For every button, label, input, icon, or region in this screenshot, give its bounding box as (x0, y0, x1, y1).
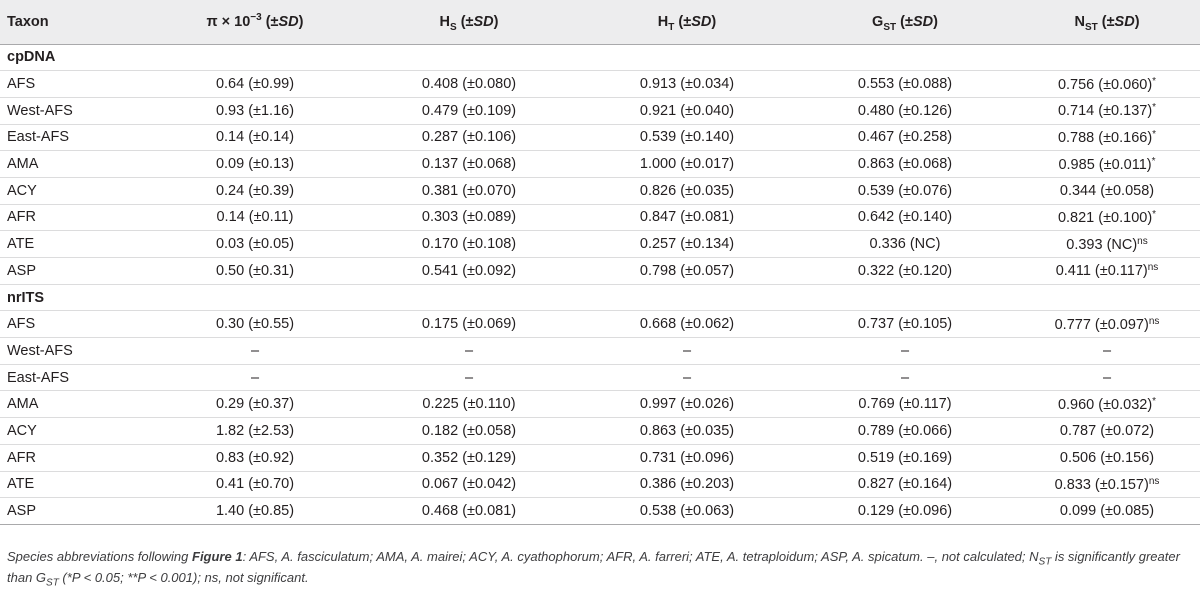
cell-pi: – (150, 364, 360, 391)
nst-value: 0.756 (±0.060) (1057, 76, 1153, 93)
cell-ht: 0.668 (±0.062) (578, 311, 796, 338)
cell-pi: 0.03 (±0.05) (150, 231, 360, 258)
cell-gst: 0.769 (±0.117) (796, 391, 1014, 418)
significance-marker: ns (1148, 315, 1160, 327)
footnote-text: (*P < 0.05; **P < 0.001); ns, not significant. (58, 570, 309, 585)
cell-hs: 0.182 (±0.058) (360, 418, 578, 445)
footnote-text: is significantly greater than G (7, 549, 1180, 585)
cell-nst (1014, 258, 1200, 285)
header-gst: $G_{ST}$ (±SD) (796, 0, 1014, 44)
cell-nst (1014, 364, 1200, 391)
cell-nst (1014, 231, 1200, 258)
cell-nst (1014, 177, 1200, 204)
cell-gst: 0.519 (±0.169) (796, 444, 1014, 471)
significance-marker: * (1152, 128, 1157, 140)
table-row (0, 177, 1200, 204)
table-body (0, 44, 1200, 524)
cell-gst: 0.553 (±0.088) (796, 71, 1014, 98)
cell-ht: 0.539 (±0.140) (578, 124, 796, 151)
cell-taxon: AFS (0, 71, 150, 98)
nst-value: 0.506 (±0.156) (1059, 449, 1155, 466)
cell-hs: – (360, 364, 578, 391)
table-row (0, 471, 1200, 498)
table-row (0, 231, 1200, 258)
table-row (0, 444, 1200, 471)
cell-gst: 0.480 (±0.126) (796, 97, 1014, 124)
table-row (0, 97, 1200, 124)
significance-marker: ns (1148, 475, 1160, 487)
cell-hs: 0.468 (±0.081) (360, 498, 578, 525)
figure-reference-link[interactable]: Figure 1 (192, 549, 243, 564)
significance-marker: * (1152, 102, 1157, 114)
header-ht: $H_T$ (±SD) (578, 0, 796, 44)
cell-taxon: ASP (0, 498, 150, 525)
cell-nst (1014, 418, 1200, 445)
section-header-row (0, 284, 1200, 311)
cell-ht: 0.921 (±0.040) (578, 97, 796, 124)
cell-pi: 0.14 (±0.14) (150, 124, 360, 151)
cell-nst (1014, 338, 1200, 365)
cell-pi: 1.82 (±2.53) (150, 418, 360, 445)
cell-hs: 0.352 (±0.129) (360, 444, 578, 471)
cell-hs: 0.303 (±0.089) (360, 204, 578, 231)
cell-hs: 0.067 (±0.042) (360, 471, 578, 498)
nst-value: 0.821 (±0.100) (1057, 209, 1153, 226)
nst-value: 0.393 (NC) (1066, 236, 1138, 253)
cell-nst (1014, 124, 1200, 151)
footnote-text: : AFS, A. fasciculatum; AMA, A. mairei; ACY, A. cyathophorum; AFR, A. farreri; ATE, A. tetraploidum; ASP, A. spicatum. –, not calculated; N (242, 549, 1039, 564)
footnote-text: Species abbreviations following (7, 549, 192, 564)
cell-gst: 0.827 (±0.164) (796, 471, 1014, 498)
significance-marker: * (1152, 395, 1157, 407)
cell-ht: 0.798 (±0.057) (578, 258, 796, 285)
section-title: nrITS (0, 284, 1200, 311)
cell-gst: – (796, 338, 1014, 365)
section-title: cpDNA (0, 44, 1200, 71)
cell-pi: 0.83 (±0.92) (150, 444, 360, 471)
cell-nst (1014, 311, 1200, 338)
cell-ht: 0.731 (±0.096) (578, 444, 796, 471)
cell-nst (1014, 391, 1200, 418)
cell-gst: 0.642 (±0.140) (796, 204, 1014, 231)
cell-taxon: ATE (0, 471, 150, 498)
cell-taxon: ASP (0, 258, 150, 285)
cell-pi: 0.14 (±0.11) (150, 204, 360, 231)
cell-pi: 0.50 (±0.31) (150, 258, 360, 285)
nst-value: 0.788 (±0.166) (1057, 129, 1153, 146)
cell-hs: 0.541 (±0.092) (360, 258, 578, 285)
cell-taxon: West-AFS (0, 97, 150, 124)
cell-ht: 0.913 (±0.034) (578, 71, 796, 98)
header-row (0, 0, 1200, 44)
nst-value: – (1102, 342, 1112, 359)
header-taxon: Taxon (0, 0, 150, 44)
cell-pi: 1.40 (±0.85) (150, 498, 360, 525)
cell-ht: 0.997 (±0.026) (578, 391, 796, 418)
cell-ht: 0.863 (±0.035) (578, 418, 796, 445)
cell-nst (1014, 498, 1200, 525)
cell-taxon: East-AFS (0, 124, 150, 151)
table-row (0, 311, 1200, 338)
nst-value: 0.714 (±0.137) (1057, 103, 1153, 120)
cell-taxon: AFR (0, 204, 150, 231)
cell-pi: 0.24 (±0.39) (150, 177, 360, 204)
table-row (0, 498, 1200, 525)
nst-value: 0.787 (±0.072) (1059, 422, 1155, 439)
section-header-row (0, 44, 1200, 71)
cell-hs: 0.175 (±0.069) (360, 311, 578, 338)
table-row (0, 391, 1200, 418)
cell-taxon: West-AFS (0, 338, 150, 365)
table-row (0, 418, 1200, 445)
table-row (0, 151, 1200, 178)
significance-marker: * (1152, 75, 1157, 87)
cell-ht: 0.257 (±0.134) (578, 231, 796, 258)
cell-pi: 0.30 (±0.55) (150, 311, 360, 338)
cell-gst: 0.336 (NC) (796, 231, 1014, 258)
cell-nst (1014, 71, 1200, 98)
cell-pi: – (150, 338, 360, 365)
cell-taxon: AFS (0, 311, 150, 338)
cell-hs: 0.408 (±0.080) (360, 71, 578, 98)
cell-taxon: AFR (0, 444, 150, 471)
cell-hs: 0.287 (±0.106) (360, 124, 578, 151)
cell-hs: 0.137 (±0.068) (360, 151, 578, 178)
cell-nst (1014, 444, 1200, 471)
table-row (0, 364, 1200, 391)
cell-gst: 0.737 (±0.105) (796, 311, 1014, 338)
table-header (0, 0, 1200, 44)
cell-pi: 0.93 (±1.16) (150, 97, 360, 124)
cell-hs: – (360, 338, 578, 365)
cell-gst: 0.467 (±0.258) (796, 124, 1014, 151)
cell-taxon: AMA (0, 391, 150, 418)
header-pi: $\pi \times 10^{-3}$ (±SD) (150, 0, 360, 44)
cell-hs: 0.381 (±0.070) (360, 177, 578, 204)
header-nst: $N_{ST}$ (±SD) (1014, 0, 1200, 44)
cell-ht: 0.386 (±0.203) (578, 471, 796, 498)
nst-value: 0.411 (±0.117) (1055, 263, 1148, 280)
cell-nst (1014, 204, 1200, 231)
cell-ht: 1.000 (±0.017) (578, 151, 796, 178)
significance-marker: * (1151, 155, 1156, 167)
cell-ht: – (578, 338, 796, 365)
cell-gst: – (796, 364, 1014, 391)
cell-pi: 0.29 (±0.37) (150, 391, 360, 418)
table-row (0, 71, 1200, 98)
table-footnote: Species abbreviations following Figure 1: AFS, A. fasciculatum; AMA, A. mairei; ACY, A. cyathophorum; AFR, A. farreri; ATE, A. tetraploidum; ASP, A. spicatum. –, not calculated; $N_{ST}$ is significantly greater than $G_{ST}$ (*P < 0.05; **P < 0.001); ns, not significant. (7, 549, 1180, 589)
cell-ht: 0.826 (±0.035) (578, 177, 796, 204)
nst-value: 0.985 (±0.011) (1058, 156, 1152, 173)
cell-taxon: ACY (0, 177, 150, 204)
cell-hs: 0.225 (±0.110) (360, 391, 578, 418)
cell-nst (1014, 471, 1200, 498)
cell-gst: 0.539 (±0.076) (796, 177, 1014, 204)
cell-pi: 0.09 (±0.13) (150, 151, 360, 178)
cell-taxon: ACY (0, 418, 150, 445)
cell-taxon: AMA (0, 151, 150, 178)
cell-gst: 0.322 (±0.120) (796, 258, 1014, 285)
table-row (0, 338, 1200, 365)
cell-gst: 0.129 (±0.096) (796, 498, 1014, 525)
cell-ht: 0.847 (±0.081) (578, 204, 796, 231)
significance-marker: ns (1137, 235, 1148, 247)
nst-value: 0.833 (±0.157) (1054, 476, 1149, 493)
cell-ht: – (578, 364, 796, 391)
cell-ht: 0.538 (±0.063) (578, 498, 796, 525)
header-hs: $H_S$ (±SD) (360, 0, 578, 44)
cell-hs: 0.170 (±0.108) (360, 231, 578, 258)
cell-nst (1014, 151, 1200, 178)
cell-taxon: East-AFS (0, 364, 150, 391)
table-row (0, 204, 1200, 231)
nst-value: 0.960 (±0.032) (1057, 396, 1153, 413)
significance-marker: * (1152, 208, 1157, 220)
nst-value: – (1102, 369, 1112, 386)
cell-gst: 0.863 (±0.068) (796, 151, 1014, 178)
table-row (0, 124, 1200, 151)
cell-hs: 0.479 (±0.109) (360, 97, 578, 124)
significance-marker: ns (1147, 262, 1159, 274)
nst-value: 0.777 (±0.097) (1054, 316, 1149, 333)
cell-taxon: ATE (0, 231, 150, 258)
cell-pi: 0.41 (±0.70) (150, 471, 360, 498)
table-row (0, 258, 1200, 285)
cell-pi: 0.64 (±0.99) (150, 71, 360, 98)
cell-nst (1014, 97, 1200, 124)
cell-gst: 0.789 (±0.066) (796, 418, 1014, 445)
nst-value: 0.344 (±0.058) (1059, 182, 1155, 199)
nst-value: 0.099 (±0.085) (1059, 503, 1155, 520)
